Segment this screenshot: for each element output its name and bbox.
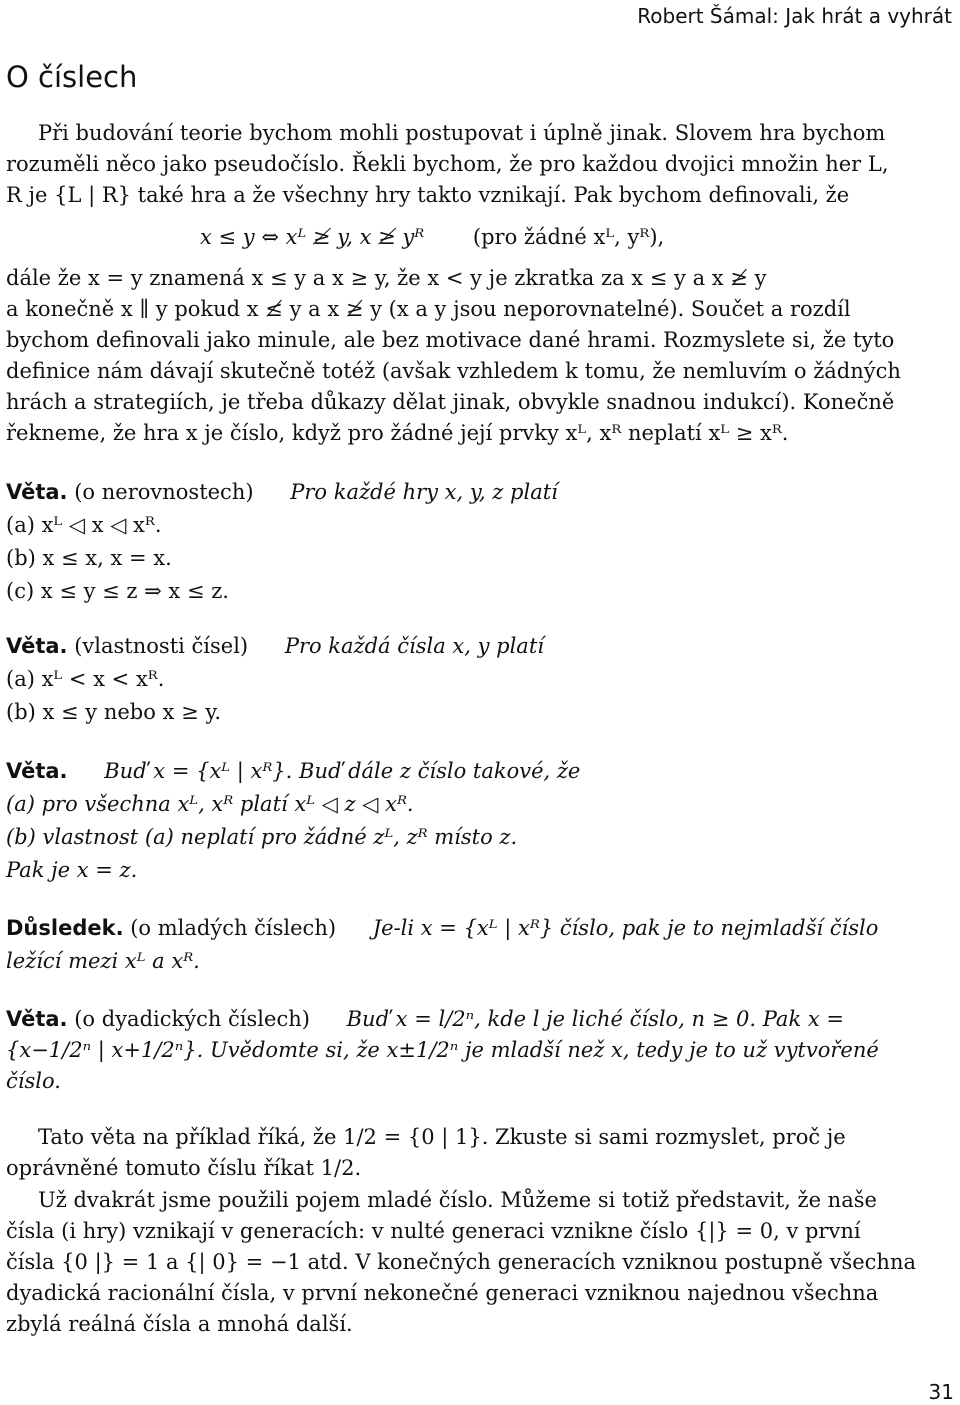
intro-continuation <box>6 263 954 449</box>
intro-line: hrách a strategiích, je třeba důkazy dělat jinak, obvykle snadnou indukcí). Konečně <box>6 390 895 414</box>
equation-condition: (pro žádné xᴸ, yᴿ), <box>472 225 665 249</box>
corollary-statement-cont: ležící mezi xᴸ a xᴿ. <box>6 949 200 973</box>
section-title: O číslech <box>6 60 138 94</box>
theorem-item: (a) xᴸ ◁ x ◁ xᴿ. <box>6 513 162 537</box>
equation-formula: x ≤ y ⇔ xᴸ ≱ y, x ≱ yᴿ <box>200 225 425 249</box>
theorem-label: Věta. <box>6 634 68 658</box>
paragraph-half <box>6 1122 954 1184</box>
intro-line: Při budování teorie bychom mohli postupovat i úplně jinak. Slovem hra bychom <box>38 121 886 145</box>
theorem-label: Věta. <box>6 480 68 504</box>
theorem-statement: Pro každé hry x, y, z platí <box>290 480 558 504</box>
theorem-item: (b) vlastnost (a) neplatí pro žádné zᴸ, zᴿ místo z. <box>6 825 518 849</box>
theorem-item: Pak je x = z. <box>6 858 138 882</box>
theorem-label: Věta. <box>6 759 68 783</box>
theorem-statement: Buď x = {xᴸ | xᴿ}. Buď dále z číslo takové, že <box>104 759 581 783</box>
intro-line: bychom definovali jako minule, ale bez motivace dané hrami. Rozmyslete si, že tyto <box>6 328 895 352</box>
theorem-statement-cont: číslo. <box>6 1069 61 1093</box>
theorem-name: (vlastnosti čísel) <box>74 634 249 658</box>
theorem-item: (b) x ≤ x, x = x. <box>6 546 172 570</box>
paragraph-line: Tato věta na příklad říká, že 1/2 = {0 | 1}. Zkuste si sami rozmyslet, proč je <box>38 1125 846 1149</box>
page-number: 31 <box>928 1380 954 1404</box>
theorem-name: (o dyadických číslech) <box>74 1007 310 1031</box>
intro-line: řekneme, že hra x je číslo, když pro žádné její prvky xᴸ, xᴿ neplatí xᴸ ≥ xᴿ. <box>6 421 789 445</box>
display-equation <box>200 225 664 249</box>
corollary <box>6 912 954 978</box>
paragraph-line: zbylá reálná čísla a mnohá další. <box>6 1312 353 1336</box>
intro-line: rozuměli něco jako pseudočíslo. Řekli bychom, že pro každou dvojici množin her L, <box>6 152 889 176</box>
paragraph-line: oprávněné tomuto číslu říkat 1/2. <box>6 1156 362 1180</box>
running-head: Robert Šámal: Jak hrát a vyhrát <box>637 4 952 28</box>
theorem-item: (b) x ≤ y nebo x ≥ y. <box>6 700 222 724</box>
theorem-statement: Pro každá čísla x, y platí <box>284 634 544 658</box>
corollary-label: Důsledek. <box>6 916 124 940</box>
paragraph-line: čísla {0 |} = 1 a {| 0} = −1 atd. V konečných generacích vzniknou postupně všechna <box>6 1250 916 1274</box>
intro-line: R je {L | R} také hra a že všechny hry takto vznikají. Pak bychom definovali, že <box>6 183 850 207</box>
theorem-name: (o nerovnostech) <box>74 480 254 504</box>
paragraph-generations <box>6 1185 954 1340</box>
paragraph-line: dyadická racionální čísla, v první nekonečné generaci vzniknou najednou všechna <box>6 1281 879 1305</box>
intro-line: definice nám dávají skutečně totéž (avšak vzhledem k tomu, že nemluvím o žádných <box>6 359 901 383</box>
paragraph-line: čísla (i hry) vznikají v generacích: v nulté generaci vznikne číslo {|} = 0, v první <box>6 1219 861 1243</box>
theorem-label: Věta. <box>6 1007 68 1031</box>
theorem-simplicity <box>6 755 954 887</box>
theorem-item: (a) pro všechna xᴸ, xᴿ platí xᴸ ◁ z ◁ xᴿ. <box>6 792 414 816</box>
intro-line: a konečně x ∥ y pokud x ≰ y a x ≱ y (x a y jsou neporovnatelné). Součet a rozdíl <box>6 297 851 321</box>
theorem-inequalities <box>6 476 954 608</box>
theorem-item: (c) x ≤ y ≤ z ⇒ x ≤ z. <box>6 579 229 603</box>
theorem-item: (a) xᴸ < x < xᴿ. <box>6 667 165 691</box>
theorem-statement: Buď x = l/2ⁿ, kde l je liché číslo, n ≥ 0. Pak x = <box>346 1007 844 1031</box>
corollary-name: (o mladých číslech) <box>130 916 337 940</box>
theorem-statement-cont: {x−1/2ⁿ | x+1/2ⁿ}. Uvědomte si, že x±1/2ⁿ je mladší než x, tedy je to už vytvořené <box>6 1038 879 1062</box>
theorem-dyadic <box>6 1004 954 1097</box>
theorem-number-properties <box>6 630 954 729</box>
intro-line: dále že x = y znamená x ≤ y a x ≥ y, že x < y je zkratka za x ≤ y a x ≱ y <box>6 266 767 290</box>
intro-paragraph <box>6 118 954 211</box>
paragraph-line: Už dvakrát jsme použili pojem mladé číslo. Můžeme si totiž představit, že naše <box>38 1188 877 1212</box>
corollary-statement: Je-li x = {xᴸ | xᴿ} číslo, pak je to nejmladší číslo <box>372 916 879 940</box>
